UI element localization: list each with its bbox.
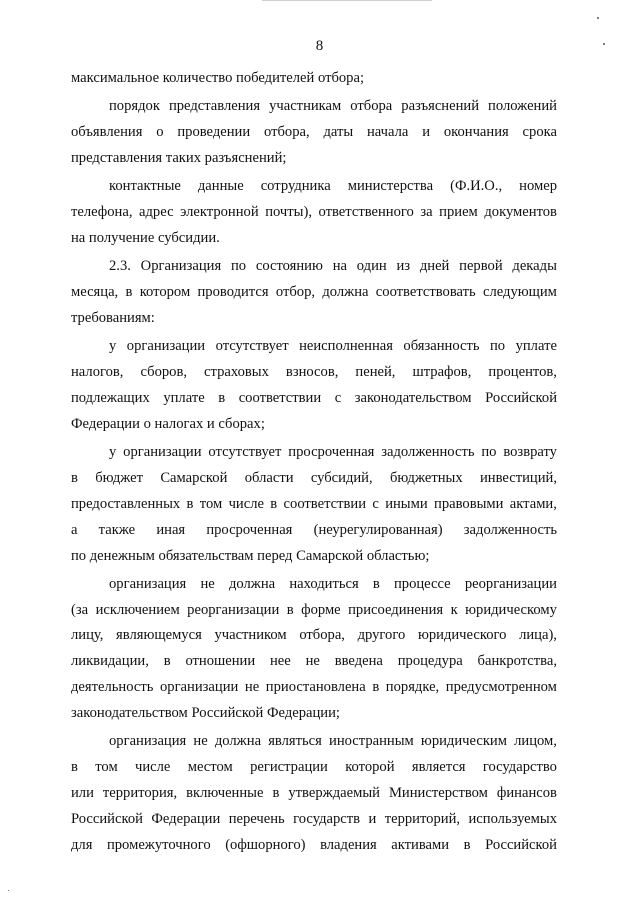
text-line: подлежащих уплате в соответствии с законодательством Российской xyxy=(71,389,557,406)
text-line: 2.3. Организация по состоянию на один из дней первой декады xyxy=(109,258,557,275)
text-line: в бюджет Самарской области субсидий, бюджетных инвестиций, xyxy=(71,469,557,486)
text-line: предоставленных в том числе в соответствии с иными правовыми актами, xyxy=(71,495,557,512)
text-line: у организации отсутствует просроченная задолженность по возврату xyxy=(109,443,557,460)
text-line: или территория, включенные в утверждаемый Министерством финансов xyxy=(71,785,557,802)
page-number: 8 xyxy=(315,38,324,54)
text-line: а также иная просроченная (неурегулированная) задолженность xyxy=(71,521,557,538)
text-line: Российской Федерации перечень государств и территорий, используемых xyxy=(71,811,557,828)
text-line: представления таких разъяснений; xyxy=(71,149,287,166)
text-line: ликвидации, в отношении нее не введена процедура банкротства, xyxy=(71,653,557,670)
paragraph xyxy=(71,572,557,727)
text-line: месяца, в котором проводится отбор, должна соответствовать следующим xyxy=(71,284,557,301)
paragraph xyxy=(71,94,557,172)
paragraph xyxy=(71,334,557,438)
paragraph xyxy=(71,440,557,569)
text-line: организация не должна являться иностранным юридическим лицом, xyxy=(109,733,557,750)
scan-speck xyxy=(8,890,9,891)
paragraph xyxy=(71,254,557,332)
text-line: объявления о проведении отбора, даты начала и окончания срока xyxy=(71,124,557,141)
text-line: у организации отсутствует неисполненная обязанность по уплате xyxy=(109,338,557,355)
text-line: по денежным обязательствам перед Самарской областью; xyxy=(71,547,430,564)
text-line: требованиям: xyxy=(71,309,155,326)
text-line: законодательством Российской Федерации; xyxy=(71,705,340,722)
text-line: налогов, сборов, страховых взносов, пеней, штрафов, процентов, xyxy=(71,363,557,380)
text-line: контактные данные сотрудника министерства (Ф.И.О., номер xyxy=(109,178,557,195)
paragraph xyxy=(71,729,557,858)
paragraph xyxy=(71,66,557,92)
text-line: деятельность организации не приостановлена в порядке, предусмотренном xyxy=(71,679,557,696)
document-body xyxy=(71,66,557,861)
text-line: в том числе местом регистрации которой является государство xyxy=(71,759,557,776)
paragraph xyxy=(71,174,557,252)
text-line: на получение субсидии. xyxy=(71,229,220,246)
text-line: порядок представления участникам отбора разъяснений положений xyxy=(109,98,557,115)
text-line: телефона, адрес электронной почты), ответственного за прием документов xyxy=(71,204,557,221)
scan-speck xyxy=(597,17,599,19)
text-line: для промежуточного (офшорного) владения активами в Российской xyxy=(71,836,557,853)
scan-speck xyxy=(603,43,605,45)
scan-top-edge xyxy=(262,0,432,1)
text-line: максимальное количество победителей отбора; xyxy=(71,70,365,86)
text-line: Федерации о налогах и сборах; xyxy=(71,415,265,432)
text-line: организация не должна находиться в процессе реорганизации xyxy=(109,575,557,592)
text-line: (за исключением реорганизации в форме присоединения к юридическому xyxy=(71,601,557,618)
text-line: лицу, являющемуся участником отбора, другого юридического лица), xyxy=(71,627,557,644)
